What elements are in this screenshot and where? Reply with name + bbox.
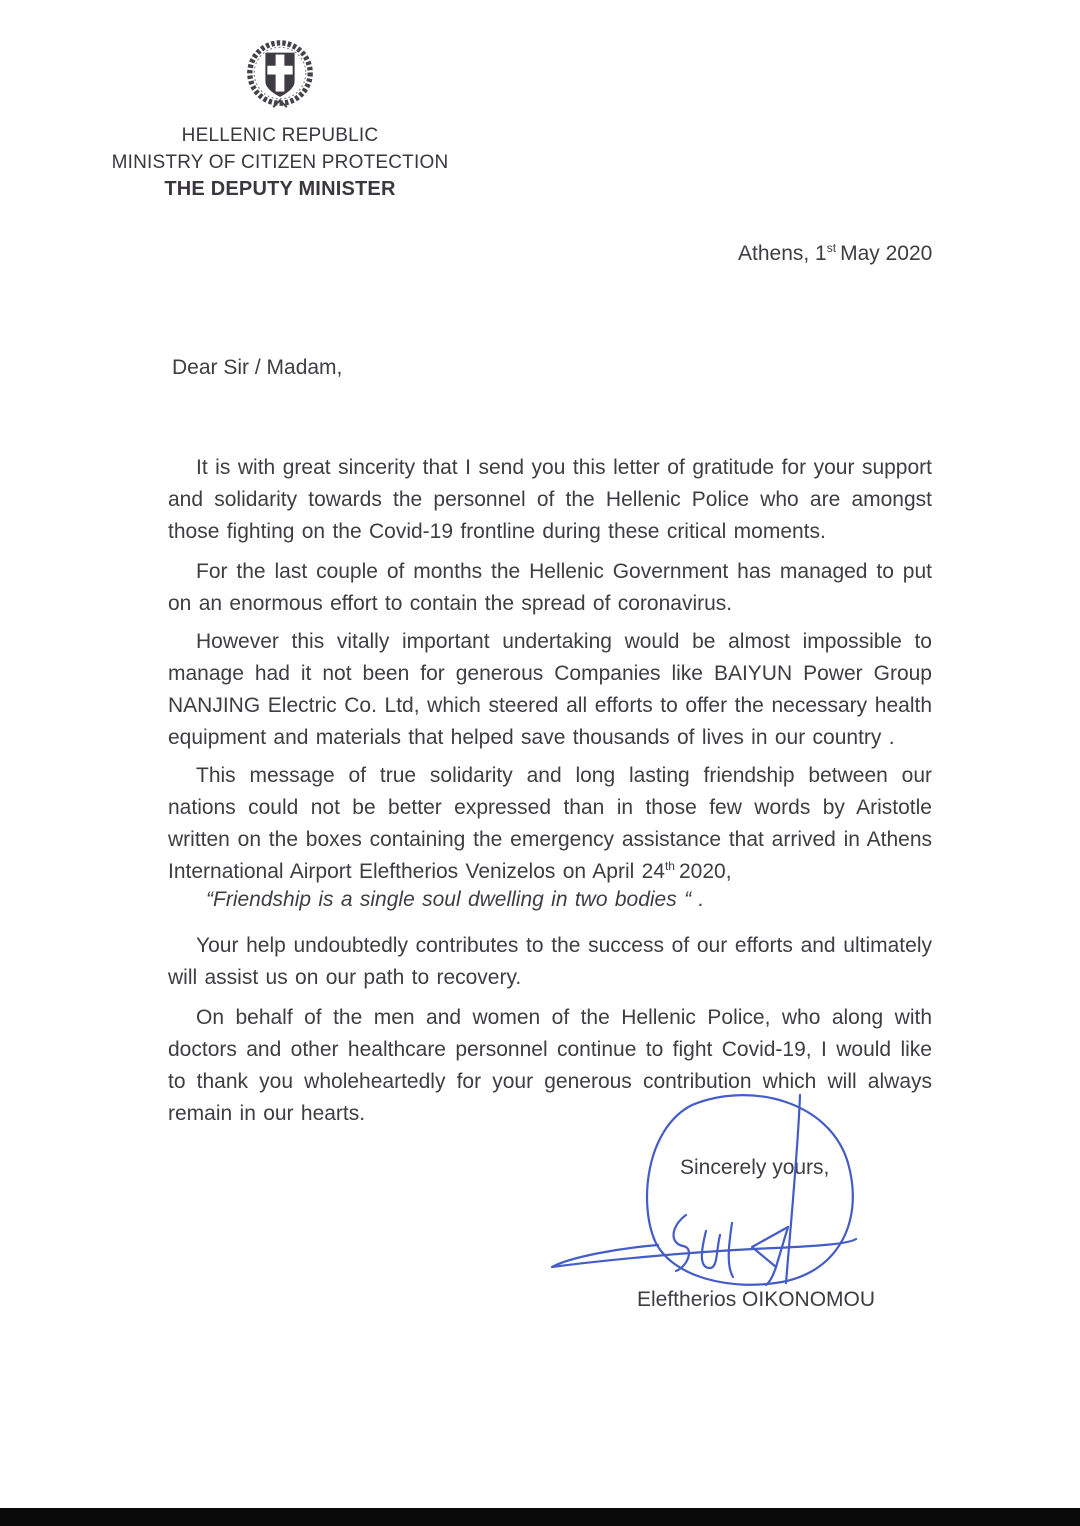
body-paragraph-3: However this vitally important undertaking would be almost impossible to manage had it not been for generous Companies like BAIYUN Power Group NANJING Electric Co. Ltd, which steered all efforts to offer the necessary health equipment and materials that helped save thousands of lives in our country . xyxy=(168,630,932,749)
body-paragraph-6: On behalf of the men and women of the Hellenic Police, who along with doctors and other healthcare personnel continue to fight Covid-19, I would like to thank you wholeheartedly for your generous contribution which will always remain in our hearts. xyxy=(168,1006,932,1125)
letterhead-line-republic: HELLENIC REPUBLIC xyxy=(181,125,379,146)
letterhead-line-deputy-minister: THE DEPUTY MINISTER xyxy=(164,178,396,200)
body-paragraph-5: Your help undoubtedly contributes to the success of our efforts and ultimately will assist us on our path to recovery. xyxy=(168,934,932,989)
paragraph-4-text-end: 2020, xyxy=(678,860,732,883)
hellenic-republic-coat-of-arms-icon xyxy=(241,38,319,112)
body-paragraph-4 xyxy=(168,760,932,888)
dateline-suffix: May 2020 xyxy=(840,242,933,265)
salutation: Dear Sir / Madam, xyxy=(172,356,343,379)
paragraph-4-ordinal: th xyxy=(664,859,675,873)
aristotle-quote: “Friendship is a single soul dwelling in two bodies “ . xyxy=(206,888,705,911)
dateline-prefix: Athens, 1 xyxy=(738,242,827,265)
paragraph-4-text: This message of true solidarity and long lasting friendship between our nations could not be better expressed than in those few words by Aristotle written on the boxes containing the emergency assistance that arrived in Athens International Airport Eleftherios Venizelos on April 24 xyxy=(168,764,932,883)
valediction: Sincerely yours, xyxy=(680,1156,830,1179)
handwritten-signature xyxy=(540,1085,880,1295)
body-paragraph-1: It is with great sincerity that I send you this letter of gratitude for your support and solidarity towards the personnel of the Hellenic Police who are amongst those fighting on the Covid-19 frontline during these critical moments. xyxy=(168,456,932,543)
scan-edge-bar xyxy=(0,1508,1080,1526)
signatory-name: Eleftherios OIKONOMOU xyxy=(637,1288,876,1311)
body-paragraph-2: For the last couple of months the Hellenic Government has managed to put on an enormous effort to contain the spread of coronavirus. xyxy=(168,560,932,615)
dateline-ordinal: st xyxy=(826,241,837,255)
letterhead-line-ministry: MINISTRY OF CITIZEN PROTECTION xyxy=(111,152,449,173)
dateline xyxy=(738,242,932,266)
letterhead xyxy=(75,38,485,203)
